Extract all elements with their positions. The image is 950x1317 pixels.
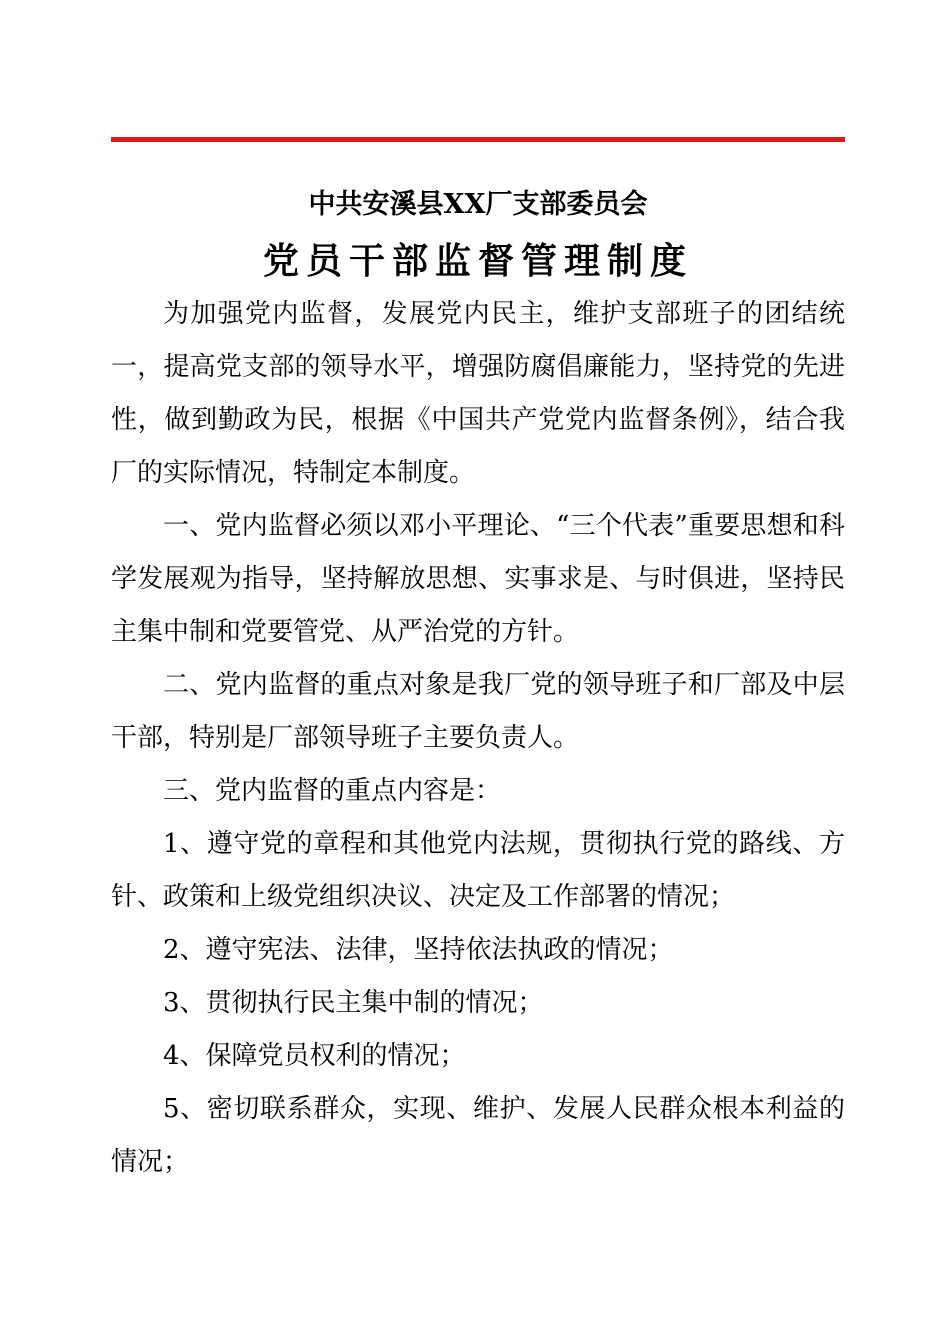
- document-title: 党员干部监督管理制度: [262, 240, 693, 282]
- clause-1-paragraph: 一、党内监督必须以邓小平理论、“三个代表”重要思想和科学发展观为指导，坚持解放思想、实事求是、与时俱进，坚持民主集中制和党要管党、从严治党的方针。: [111, 511, 845, 647]
- list-item-5: 5、密切联系群众，实现、维护、发展人民群众根本利益的情况；: [111, 1094, 845, 1177]
- list-item-3: 3、贯彻执行民主集中制的情况；: [163, 988, 544, 1018]
- document-body: [111, 288, 845, 1189]
- list-item-2: 2、遵守宪法、法律，坚持依法执政的情况；: [163, 935, 674, 965]
- organization-title: 中共安溪县XX厂支部委员会: [308, 189, 648, 220]
- list-item-4: 4、保障党员权利的情况；: [163, 1041, 466, 1071]
- clause-3-heading: 三、党内监督的重点内容是：: [163, 776, 502, 806]
- intro-paragraph: 为加强党内监督，发展党内民主，维护支部班子的团结统一，提高党支部的领导水平，增强防腐倡廉能力，坚持党的先进性，做到勤政为民，根据《中国共产党党内监督条例》，结合我厂的实际情况，特制定本制度。: [111, 299, 845, 488]
- list-item-1: 1、遵守党的章程和其他党内法规，贯彻执行党的路线、方针、政策和上级党组织决议、决定及工作部署的情况；: [111, 829, 845, 912]
- red-header-rule: [111, 137, 845, 142]
- clause-2-paragraph: 二、党内监督的重点对象是我厂党的领导班子和厂部及中层干部，特别是厂部领导班子主要负责人。: [111, 670, 845, 753]
